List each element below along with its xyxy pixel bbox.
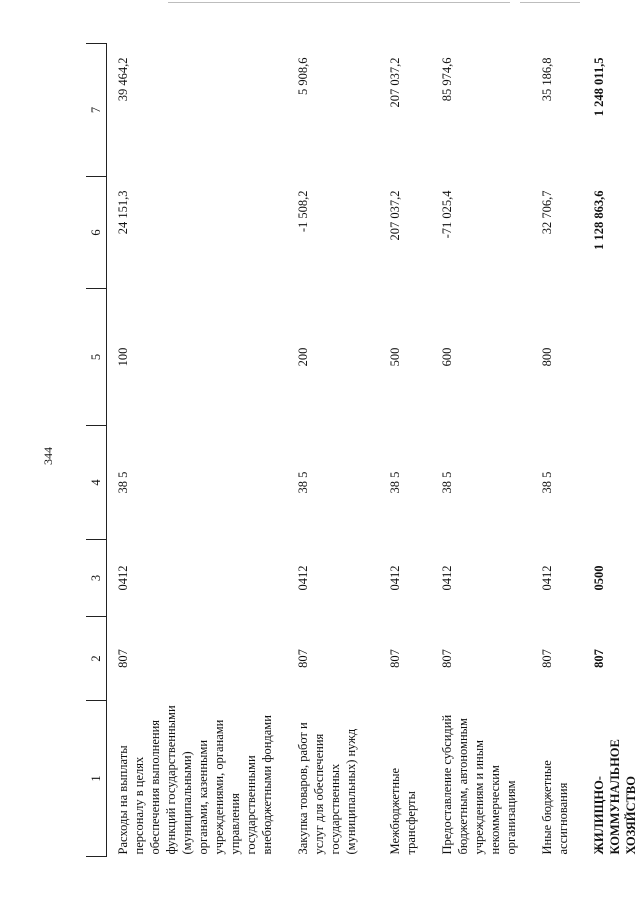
expense-type-cell: 500	[388, 347, 402, 367]
expense-type-cell: 800	[540, 347, 554, 367]
column-header: 6	[86, 177, 107, 289]
amount-cell: -71 025,4	[440, 190, 454, 239]
table-header-row	[86, 44, 107, 857]
amount-cell: 39 464,2	[116, 57, 130, 102]
target-article-cell: 38 5	[296, 471, 310, 494]
code-cell: 807	[592, 649, 606, 668]
section-cell: 0412	[388, 565, 402, 591]
column-header: 4	[86, 426, 107, 540]
target-article-cell: 38 5	[440, 471, 454, 494]
amount-cell: 1 248 011,5	[592, 57, 606, 117]
target-article-cell: 38 5	[116, 471, 130, 494]
column-header: 7	[86, 44, 107, 177]
amount-cell: 207 037,2	[388, 190, 402, 241]
scan-edge-line	[168, 2, 510, 3]
expense-type-cell: 200	[296, 347, 310, 367]
code-cell: 807	[388, 649, 402, 668]
section-cell: 0412	[296, 565, 310, 591]
expense-type-cell	[583, 289, 640, 426]
amount-cell: 5 908,6	[296, 57, 310, 95]
section-cell: 0412	[116, 565, 130, 591]
row-name-cell: Предоставление субсидий бюджетным, автономным учреждениям и иным некоммерческим организациям	[440, 714, 518, 855]
table-row	[431, 44, 531, 857]
column-header: 2	[86, 617, 107, 701]
section-cell: 0412	[540, 565, 554, 591]
column-header: 3	[86, 540, 107, 617]
amount-cell: 32 706,7	[540, 190, 554, 235]
table-row	[379, 44, 431, 857]
target-article-cell: 38 5	[388, 471, 402, 494]
amount-cell: 207 037,2	[388, 57, 402, 108]
amount-cell: 24 151,3	[116, 190, 130, 235]
row-name-cell: Межбюджетные трансферты	[388, 767, 418, 855]
page-number: 344	[41, 447, 55, 465]
table-row	[531, 44, 583, 857]
target-article-cell	[583, 426, 640, 540]
row-name-cell: ЖИЛИЩНО-КОММУНАЛЬНОЕ ХОЗЯЙСТВО	[592, 739, 638, 855]
table-row	[583, 44, 640, 857]
amount-cell: 1 128 863,6	[592, 190, 606, 250]
code-cell: 807	[440, 649, 454, 668]
row-name-cell: Расходы на выплаты персоналу в целях обеспечения выполнения функций государственными (муниципальными) органами, казенными учреждениями, органами управления государственными внебюджетными фондами	[116, 705, 274, 855]
code-cell: 807	[540, 649, 554, 668]
row-name-cell: Иные бюджетные ассигнования	[540, 760, 570, 855]
scan-edge-line	[520, 2, 580, 3]
expense-type-cell: 100	[116, 347, 130, 367]
target-article-cell: 38 5	[540, 471, 554, 494]
amount-cell: -1 508,2	[296, 190, 310, 233]
column-header: 1	[86, 701, 107, 857]
budget-table	[86, 43, 640, 857]
row-name-cell: Закупка товаров, работ и услуг для обеспечения государственных (муниципальных) нужд	[296, 722, 358, 855]
section-cell: 0412	[440, 565, 454, 591]
table-row	[107, 44, 288, 857]
code-cell: 807	[116, 649, 130, 668]
expense-type-cell: 600	[440, 347, 454, 367]
column-header: 5	[86, 289, 107, 426]
amount-cell: 35 186,8	[540, 57, 554, 102]
code-cell: 807	[296, 649, 310, 668]
section-cell: 0500	[592, 565, 606, 591]
budget-table-container	[86, 44, 638, 857]
amount-cell: 85 974,6	[440, 57, 454, 102]
table-row	[287, 44, 379, 857]
